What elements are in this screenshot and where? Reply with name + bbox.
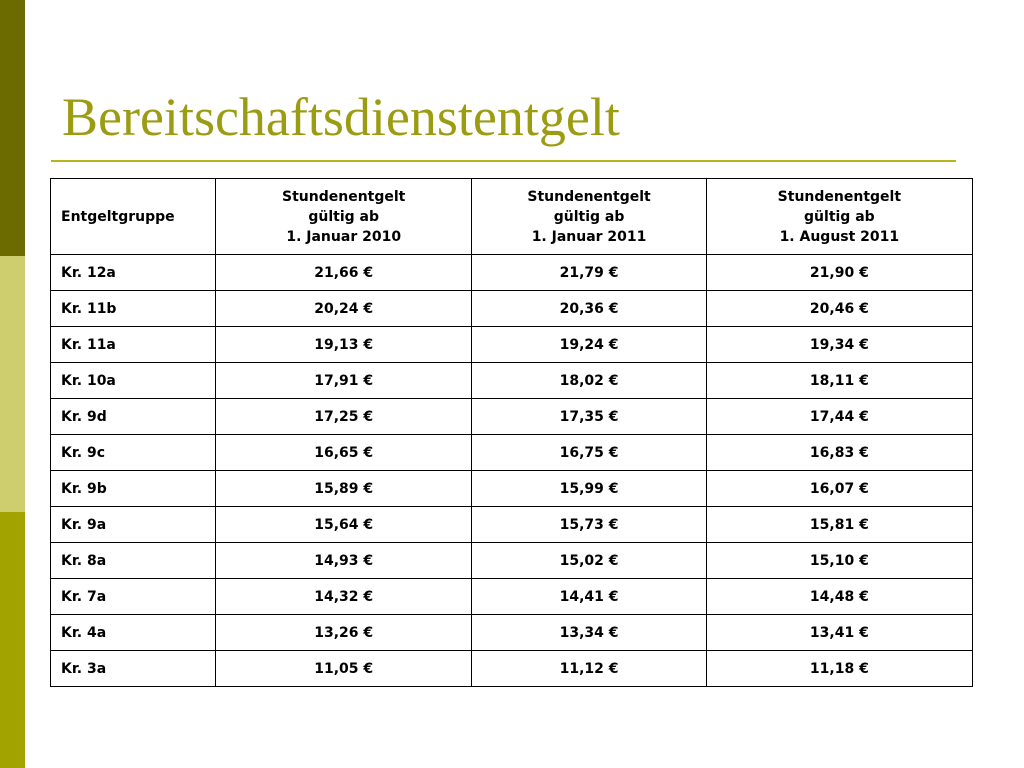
- cell-rate: 19,24 €: [472, 327, 706, 363]
- cell-entgeltgruppe: Kr. 10a: [51, 363, 216, 399]
- cell-rate: 17,91 €: [216, 363, 472, 399]
- table-row: [51, 543, 973, 579]
- cell-rate: 14,32 €: [216, 579, 472, 615]
- cell-entgeltgruppe: Kr. 3a: [51, 651, 216, 687]
- cell-rate: 11,05 €: [216, 651, 472, 687]
- cell-rate: 13,34 €: [472, 615, 706, 651]
- cell-entgeltgruppe: Kr. 4a: [51, 615, 216, 651]
- cell-entgeltgruppe: Kr. 9a: [51, 507, 216, 543]
- cell-rate: 20,24 €: [216, 291, 472, 327]
- cell-rate: 15,99 €: [472, 471, 706, 507]
- header-line: Entgeltgruppe: [61, 208, 175, 225]
- header-line: gültig ab: [308, 208, 380, 225]
- cell-rate: 15,89 €: [216, 471, 472, 507]
- cell-rate: 17,35 €: [472, 399, 706, 435]
- cell-rate: 18,11 €: [706, 363, 972, 399]
- sidebar-segment-light: [0, 256, 25, 512]
- cell-rate: 15,10 €: [706, 543, 972, 579]
- cell-rate: 16,07 €: [706, 471, 972, 507]
- header-line: 1. August 2011: [779, 228, 900, 245]
- slide-title: Bereitschaftsdienstentgelt: [62, 87, 620, 147]
- cell-rate: 15,81 €: [706, 507, 972, 543]
- table-row: [51, 399, 973, 435]
- cell-entgeltgruppe: Kr. 11b: [51, 291, 216, 327]
- header-line: Stundenentgelt: [282, 188, 406, 205]
- cell-entgeltgruppe: Kr. 9d: [51, 399, 216, 435]
- header-rate-2010-01: [216, 179, 472, 255]
- table-header-row: [51, 179, 973, 255]
- cell-entgeltgruppe: Kr. 11a: [51, 327, 216, 363]
- cell-rate: 20,46 €: [706, 291, 972, 327]
- pay-rate-table: [50, 178, 973, 687]
- table-row: [51, 435, 973, 471]
- cell-rate: 20,36 €: [472, 291, 706, 327]
- table-row: [51, 291, 973, 327]
- header-line: gültig ab: [553, 208, 625, 225]
- cell-entgeltgruppe: Kr. 8a: [51, 543, 216, 579]
- cell-rate: 14,93 €: [216, 543, 472, 579]
- decorative-sidebar: [0, 0, 25, 768]
- cell-entgeltgruppe: Kr. 7a: [51, 579, 216, 615]
- header-line: 1. Januar 2011: [531, 228, 647, 245]
- cell-rate: 16,75 €: [472, 435, 706, 471]
- cell-entgeltgruppe: Kr. 12a: [51, 255, 216, 291]
- cell-rate: 21,79 €: [472, 255, 706, 291]
- header-line: gültig ab: [804, 208, 875, 225]
- cell-rate: 19,13 €: [216, 327, 472, 363]
- header-entgeltgruppe: [51, 179, 216, 255]
- sidebar-segment-dark: [0, 0, 25, 256]
- sidebar-segment-mid: [0, 512, 25, 768]
- table-row: [51, 507, 973, 543]
- cell-rate: 15,64 €: [216, 507, 472, 543]
- cell-rate: 16,83 €: [706, 435, 972, 471]
- table-row: [51, 615, 973, 651]
- title-underline: [51, 160, 956, 162]
- cell-rate: 18,02 €: [472, 363, 706, 399]
- cell-rate: 19,34 €: [706, 327, 972, 363]
- table-row: [51, 651, 973, 687]
- table-row: [51, 471, 973, 507]
- cell-rate: 15,02 €: [472, 543, 706, 579]
- cell-entgeltgruppe: Kr. 9c: [51, 435, 216, 471]
- cell-rate: 15,73 €: [472, 507, 706, 543]
- cell-rate: 13,41 €: [706, 615, 972, 651]
- table-row: [51, 579, 973, 615]
- table-row: [51, 255, 973, 291]
- header-rate-2011-08: [706, 179, 972, 255]
- cell-rate: 16,65 €: [216, 435, 472, 471]
- cell-rate: 11,18 €: [706, 651, 972, 687]
- header-line: Stundenentgelt: [777, 188, 902, 205]
- cell-rate: 21,66 €: [216, 255, 472, 291]
- header-line: Stundenentgelt: [527, 188, 651, 205]
- cell-rate: 14,48 €: [706, 579, 972, 615]
- table-row: [51, 327, 973, 363]
- table-row: [51, 363, 973, 399]
- cell-rate: 13,26 €: [216, 615, 472, 651]
- cell-rate: 21,90 €: [706, 255, 972, 291]
- cell-rate: 14,41 €: [472, 579, 706, 615]
- header-rate-2011-01: [472, 179, 706, 255]
- cell-rate: 11,12 €: [472, 651, 706, 687]
- cell-rate: 17,44 €: [706, 399, 972, 435]
- cell-rate: 17,25 €: [216, 399, 472, 435]
- cell-entgeltgruppe: Kr. 9b: [51, 471, 216, 507]
- header-line: 1. Januar 2010: [286, 228, 402, 245]
